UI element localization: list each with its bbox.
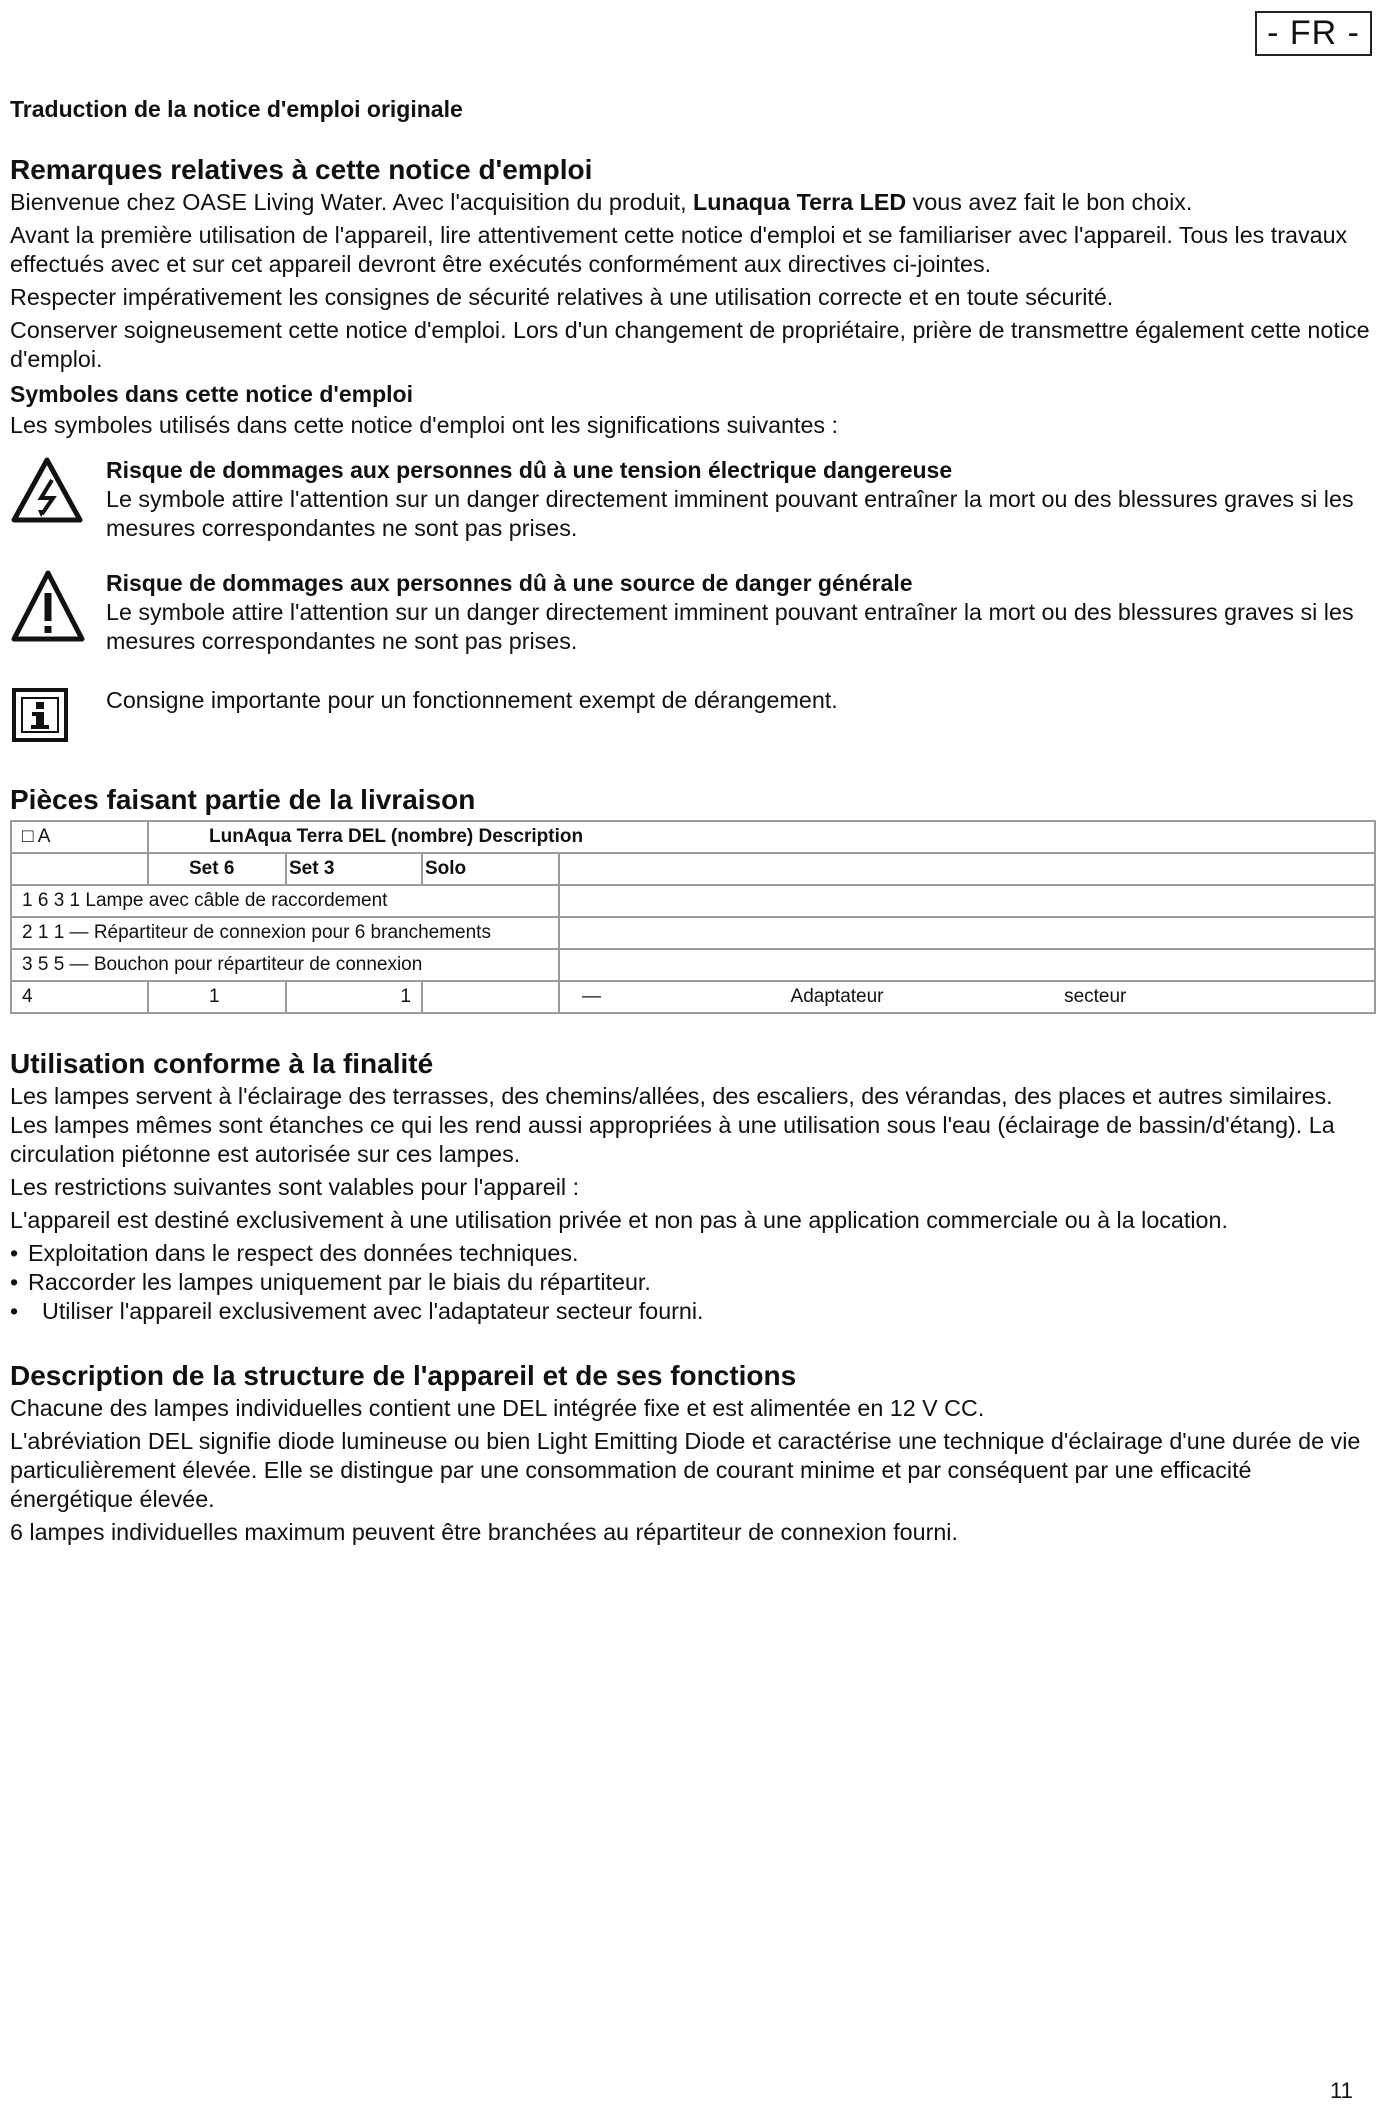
table-header-cell: □ A bbox=[11, 821, 148, 853]
utilisation-paragraph-3: L'appareil est destiné exclusivement à une utilisation privée et non pas à une application commerciale ou à la location. bbox=[10, 1207, 1228, 1233]
table-row bbox=[11, 949, 1375, 981]
info-symbol-text: Consigne importante pour un fonctionnement exempt de dérangement. bbox=[106, 687, 838, 713]
general-symbol-text: Le symbole attire l'attention sur un danger directement imminent pouvant entraîner la mort ou des blessures graves si les mesures correspondantes ne sont pas prises. bbox=[106, 599, 1354, 654]
table-row bbox=[11, 917, 1375, 949]
electric-symbol-title: Risque de dommages aux personnes dû à une tension électrique dangereuse bbox=[106, 457, 953, 483]
bullet-mark: • bbox=[10, 1240, 19, 1266]
solo-dash: — bbox=[582, 986, 602, 1007]
table-cell: 2 1 1 — Répartiteur de connexion pour 6 branchements bbox=[11, 917, 559, 949]
list-item: • Exploitation dans le respect des données techniques. bbox=[10, 1240, 579, 1266]
remarques-paragraph-4: Conserver soigneusement cette notice d'emploi. Lors d'un changement de propriétaire, prière de transmettre également cette notice d'emploi. bbox=[10, 317, 1370, 372]
section-title-utilisation: Utilisation conforme à la finalité bbox=[10, 1048, 434, 1079]
bullet-mark: • bbox=[10, 1269, 19, 1295]
electric-warning-icon bbox=[10, 456, 106, 524]
table-cell bbox=[559, 981, 1375, 1013]
remarques-intro bbox=[10, 188, 1372, 217]
table-cell: 1 bbox=[148, 981, 286, 1013]
intro-before: Bienvenue chez OASE Living Water. Avec l'acquisition du produit, bbox=[10, 189, 694, 215]
table-row bbox=[11, 981, 1375, 1013]
info-icon bbox=[10, 686, 106, 744]
document-subtitle: Traduction de la notice d'emploi originale bbox=[10, 96, 463, 122]
general-warning-icon bbox=[10, 569, 106, 645]
table-row bbox=[11, 853, 1375, 885]
description-paragraph-1: Chacune des lampes individuelles contient une DEL intégrée fixe et est alimentée en 12 V CC. bbox=[10, 1395, 985, 1421]
page-number: 11 bbox=[1330, 2078, 1353, 2103]
symbol-info bbox=[10, 686, 1372, 744]
desc-word-2: secteur bbox=[1064, 986, 1127, 1007]
description-paragraph-3: 6 lampes individuelles maximum peuvent être branchées au répartiteur de connexion fourni. bbox=[10, 1519, 958, 1545]
set3-label: Set 3 bbox=[289, 858, 335, 879]
product-name: Lunaqua Terra LED bbox=[693, 189, 907, 215]
table-cell: 1 bbox=[286, 981, 422, 1013]
symbol-general bbox=[10, 569, 1372, 656]
description-paragraph-2: L'abréviation DEL signifie diode lumineuse ou bien Light Emitting Diode et caractérise une technique d'éclairage d'une durée de vie particulièrement élevée. Elle se distingue par une consommation de courant minime et par conséquent par une efficacité énergétique élevée. bbox=[10, 1428, 1361, 1512]
remarques-paragraph-3: Respecter impérativement les consignes de sécurité relatives à une utilisation correcte et en toute sécurité. bbox=[10, 284, 1114, 310]
parts-table bbox=[10, 820, 1376, 1014]
document-body bbox=[10, 96, 1372, 1551]
desc-word-1: Adaptateur bbox=[790, 986, 884, 1007]
restriction-list bbox=[10, 1239, 1372, 1326]
bullet-mark: • bbox=[10, 1298, 19, 1324]
table-cell: 4 bbox=[11, 981, 148, 1013]
list-item: • Utiliser l'appareil exclusivement avec l'adaptateur secteur fourni. bbox=[10, 1298, 704, 1324]
language-badge: - FR - bbox=[1255, 11, 1372, 56]
section-title-remarques: Remarques relatives à cette notice d'emploi bbox=[10, 154, 593, 185]
general-symbol-title: Risque de dommages aux personnes dû à une source de danger générale bbox=[106, 570, 913, 596]
table-header-cell bbox=[286, 853, 422, 885]
utilisation-paragraph-1: Les lampes servent à l'éclairage des terrasses, des chemins/allées, des escaliers, des vérandas, des places et autres similaires. Les lampes mêmes sont étanches ce qui les rend aussi appropriées à une utilisation sous l'eau (éclairage de bassin/d'étang). La circulation piétonne est autorisée sur ces lampes. bbox=[10, 1083, 1335, 1167]
section-title-description: Description de la structure de l'appareil et de ses fonctions bbox=[10, 1360, 797, 1391]
table-row bbox=[11, 885, 1375, 917]
section-title-symboles: Symboles dans cette notice d'emploi bbox=[10, 381, 413, 407]
table-header-cell: LunAqua Terra DEL (nombre) Description bbox=[148, 821, 559, 853]
table-header-cell: Solo bbox=[422, 853, 559, 885]
table-header-cell: Set 6 bbox=[148, 853, 286, 885]
symboles-intro: Les symboles utilisés dans cette notice d'emploi ont les significations suivantes : bbox=[10, 412, 839, 438]
electric-symbol-text: Le symbole attire l'attention sur un danger directement imminent pouvant entraîner la mort ou des blessures graves si les mesures correspondantes ne sont pas prises. bbox=[106, 486, 1354, 541]
symbol-electric bbox=[10, 456, 1372, 543]
list-item: • Raccorder les lampes uniquement par le biais du répartiteur. bbox=[10, 1269, 651, 1295]
section-title-pieces: Pièces faisant partie de la livraison bbox=[10, 784, 476, 815]
remarques-paragraph-2: Avant la première utilisation de l'appareil, lire attentivement cette notice d'emploi et se familiariser avec l'appareil. Tous les travaux effectués avec et sur cet appareil devront être exécutés conformément aux directives ci-jointes. bbox=[10, 222, 1348, 277]
table-cell: 3 5 5 — Bouchon pour répartiteur de connexion bbox=[11, 949, 559, 981]
utilisation-paragraph-2: Les restrictions suivantes sont valables pour l'appareil : bbox=[10, 1174, 580, 1200]
table-cell: 1 6 3 1 Lampe avec câble de raccordement bbox=[11, 885, 559, 917]
intro-after: vous avez fait le bon choix. bbox=[906, 189, 1193, 215]
table-row bbox=[11, 821, 1375, 853]
